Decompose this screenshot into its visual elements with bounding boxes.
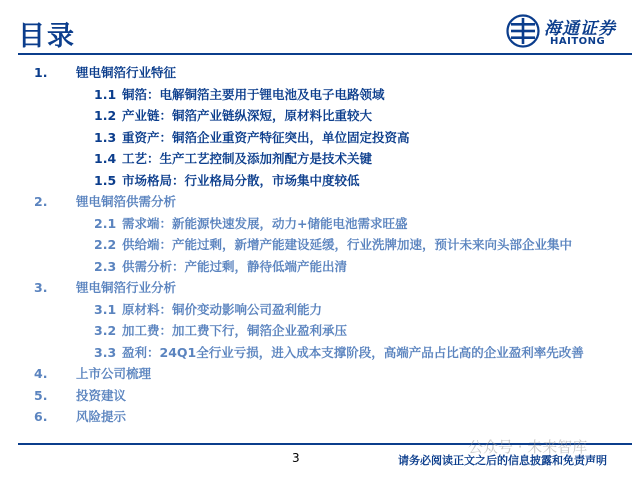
- toc-item-number: 1.5: [94, 172, 117, 188]
- toc-section-number: 1.: [34, 65, 48, 80]
- toc-section-1: [0, 62, 640, 84]
- toc-item-title: 供需分析：产能过剩，静待低端产能出清: [122, 258, 348, 274]
- toc-item-2-2: [0, 234, 640, 256]
- toc-item-number: 1.2: [94, 108, 117, 123]
- toc-item-number: 1.4: [94, 151, 117, 166]
- toc-section-5: [0, 385, 640, 407]
- toc-item-number: 3.1: [94, 301, 117, 317]
- toc-item-number: 1.3: [94, 129, 117, 145]
- logo-name-en: HAITONG: [550, 36, 606, 47]
- toc-item-number: 3.2: [94, 323, 117, 338]
- toc-item-1-1: [0, 84, 640, 106]
- toc-item-title: 铜箔：电解铜箔主要用于锂电池及电子电路领域: [122, 86, 385, 102]
- toc-item-title: 重资产：铜箔企业重资产特征突出，单位固定投资高: [122, 129, 410, 145]
- toc-item-title: 原材料：铜价变动影响公司盈利能力: [122, 301, 323, 317]
- toc-section-title: 锂电铜箔行业分析: [76, 280, 177, 295]
- footer-disclaimer: 请务必阅读正文之后的信息披露和免责声明: [398, 454, 607, 467]
- toc-item-title: 需求端：新能源快速发展，动力+储能电池需求旺盛: [122, 215, 408, 231]
- logo-name-cn: 海通证券: [544, 19, 616, 39]
- toc-section-number: 2.: [34, 194, 48, 209]
- page-title: 目录: [18, 21, 76, 52]
- toc-item-number: 3.3: [94, 344, 117, 360]
- header-divider: [18, 53, 632, 55]
- toc-section-6: [0, 406, 640, 428]
- toc-item-2-1: [0, 213, 640, 235]
- toc-item-number: 1.1: [94, 86, 117, 102]
- toc-item-title: 工艺：生产工艺控制及添加剂配方是技术关键: [122, 151, 373, 166]
- toc-item-title: 加工费：加工费下行，铜箔企业盈利承压: [122, 323, 348, 338]
- toc-section-number: 5.: [34, 387, 48, 403]
- toc-item-number: 2.3: [94, 258, 117, 274]
- toc-section-2: [0, 191, 640, 213]
- toc-section-title: 风险提示: [76, 409, 127, 424]
- toc-section-title: 投资建议: [76, 387, 127, 403]
- toc-section-4: [0, 363, 640, 385]
- toc-item-1-2: [0, 105, 640, 127]
- toc-section-number: 3.: [34, 280, 48, 295]
- table-of-contents: [0, 62, 640, 428]
- toc-item-number: 2.1: [94, 215, 117, 231]
- toc-section-number: 6.: [34, 409, 48, 424]
- haitong-logo: [506, 14, 631, 50]
- toc-item-title: 盈利：24Q1全行业亏损，进入成本支撑阶段，高端产品占比高的企业盈利率先改善: [122, 344, 584, 360]
- toc-item-title: 产业链：铜箔产业链纵深短，原材料比重较大: [122, 108, 373, 123]
- toc-section-title: 上市公司梳理: [76, 366, 152, 381]
- toc-item-title: 供给端：产能过剩，新增产能建设延缓，行业洗牌加速，预计未来向头部企业集中: [122, 237, 573, 252]
- watermark-text: 公众号 · 未来智库: [468, 438, 588, 456]
- toc-item-2-3: [0, 256, 640, 278]
- toc-section-3: [0, 277, 640, 299]
- toc-item-3-3: [0, 342, 640, 364]
- toc-item-number: 2.2: [94, 237, 117, 252]
- toc-section-title: 锂电铜箔供需分析: [76, 194, 177, 209]
- toc-item-title: 市场格局：行业格局分散，市场集中度较低: [122, 172, 360, 188]
- toc-item-1-4: [0, 148, 640, 170]
- toc-item-3-2: [0, 320, 640, 342]
- toc-item-1-3: [0, 127, 640, 149]
- toc-section-number: 4.: [34, 366, 48, 381]
- toc-item-3-1: [0, 299, 640, 321]
- toc-section-title: 锂电铜箔行业特征: [76, 65, 177, 80]
- haitong-logo-icon: [506, 14, 540, 48]
- toc-item-1-5: [0, 170, 640, 192]
- page-number: 3: [292, 451, 300, 465]
